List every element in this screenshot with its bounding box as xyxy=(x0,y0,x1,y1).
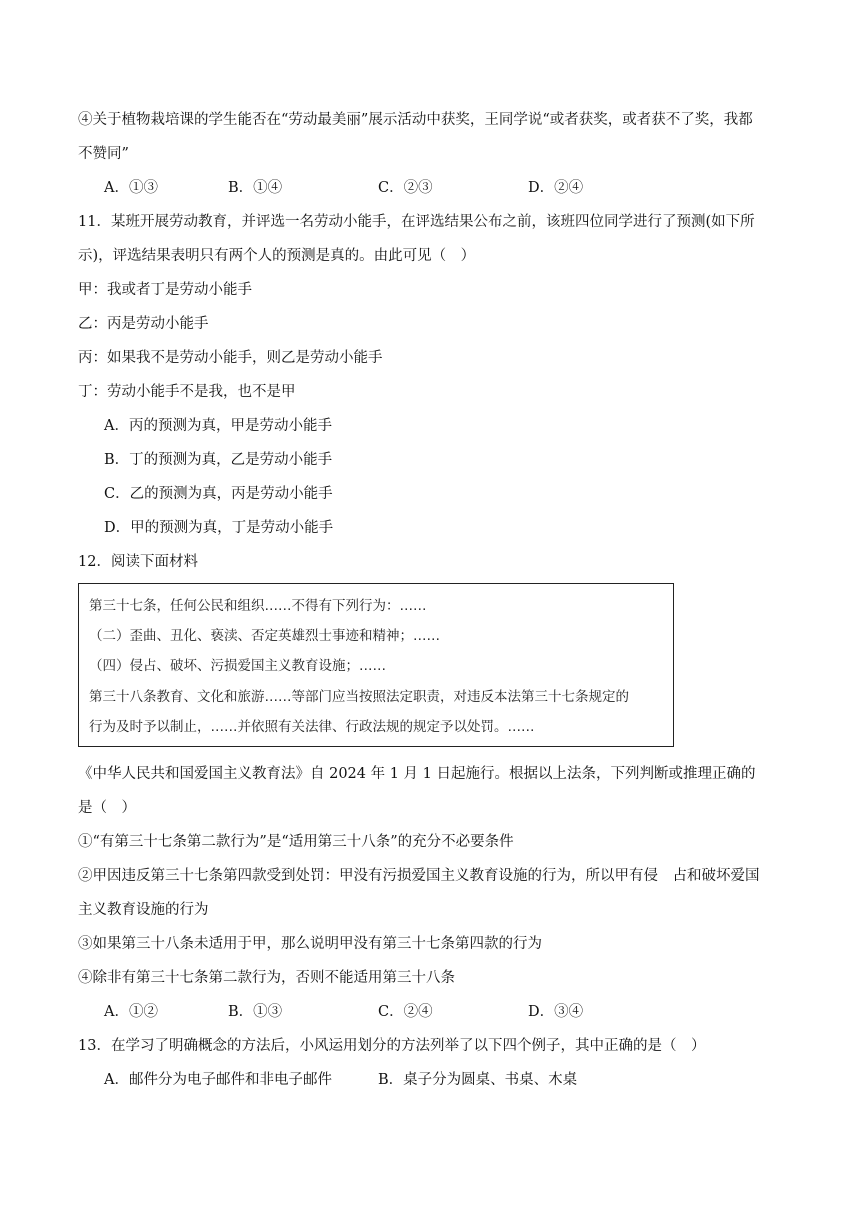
q10-item-4-line2: 不赞同” xyxy=(78,146,129,162)
q10-item-4-line1: ④关于植物栽培课的学生能否在“劳动最美丽”展示活动中获奖，王同学说“或者获奖，或者获不了奖，我都 xyxy=(78,112,753,128)
q13-option-b[interactable]: B．桌子分为圆桌、书桌、木桌 xyxy=(378,1072,578,1088)
q12-material-box xyxy=(78,583,674,747)
q13-stem: 13．在学习了明确概念的方法后，小风运用划分的方法列举了以下四个例子，其中正确的是（ ） xyxy=(78,1038,706,1054)
q11-stem-line2: 示)，评选结果表明只有两个人的预测是真的。由此可见（ ） xyxy=(78,248,476,264)
material-line: 行为及时予以制止，……并依照有关法律、行政法规的规定予以处罚。…… xyxy=(89,719,535,735)
q11-statement-ding: 丁：劳动小能手不是我，也不是甲 xyxy=(78,384,296,400)
q12-item-4: ④除非有第三十七条第二款行为，否则不能适用第三十八条 xyxy=(78,970,455,986)
q10-option-a[interactable]: A．①③ xyxy=(104,180,158,196)
q12-item-3: ③如果第三十八条未适用于甲，那么说明甲没有第三十七条第四款的行为 xyxy=(78,936,542,952)
q11-option-d[interactable]: D．甲的预测为真，丁是劳动小能手 xyxy=(104,520,334,536)
q11-statement-jia: 甲：我或者丁是劳动小能手 xyxy=(78,282,252,298)
q10-option-c[interactable]: C．②③ xyxy=(378,180,433,196)
q12-context-line1: 《中华人民共和国爱国主义教育法》自 2024 年 1 月 1 日起施行。根据以上法条，下列判断或推理正确的 xyxy=(78,766,756,782)
q10-option-b[interactable]: B．①④ xyxy=(228,180,283,196)
q11-statement-yi: 乙：丙是劳动小能手 xyxy=(78,316,209,332)
q12-item-2-line2: 主义教育设施的行为 xyxy=(78,902,209,918)
q12-item-1: ①“有第三十七条第二款行为”是“适用第三十八条”的充分不必要条件 xyxy=(78,834,514,850)
material-line: 第三十七条，任何公民和组织……不得有下列行为：…… xyxy=(89,598,427,614)
q12-item-2-line1: ②甲因违反第三十七条第四款受到处罚：甲没有污损爱国主义教育设施的行为，所以甲有侵 占和破坏爱国 xyxy=(78,868,760,884)
q12-option-d[interactable]: D．③④ xyxy=(528,1004,584,1020)
q12-context-line2: 是（ ） xyxy=(78,800,136,816)
q12-options xyxy=(104,1002,704,1022)
q13-option-a[interactable]: A．邮件分为电子邮件和非电子邮件 xyxy=(104,1072,332,1088)
q11-option-b[interactable]: B．丁的预测为真，乙是劳动小能手 xyxy=(104,452,333,468)
q10-option-d[interactable]: D．②④ xyxy=(528,180,584,196)
q12-option-a[interactable]: A．①② xyxy=(104,1004,158,1020)
q10-options xyxy=(104,178,704,198)
q12-stem: 12．阅读下面材料 xyxy=(78,554,198,570)
material-line: （四）侵占、破坏、污损爱国主义教育设施；…… xyxy=(89,658,386,674)
q12-option-c[interactable]: C．②④ xyxy=(378,1004,433,1020)
q11-statement-bing: 丙：如果我不是劳动小能手，则乙是劳动小能手 xyxy=(78,350,383,366)
q13-options xyxy=(104,1070,704,1090)
q11-option-a[interactable]: A．丙的预测为真，甲是劳动小能手 xyxy=(104,418,332,434)
q11-stem-line1: 11．某班开展劳动教育，并评选一名劳动小能手，在评选结果公布之前，该班四位同学进行了预测(如下所 xyxy=(78,214,755,230)
q12-option-b[interactable]: B．①③ xyxy=(228,1004,283,1020)
q11-option-c[interactable]: C．乙的预测为真，丙是劳动小能手 xyxy=(104,486,333,502)
material-line: 第三十八条教育、文化和旅游……等部门应当按照法定职责，对违反本法第三十七条规定的 xyxy=(89,689,629,705)
material-line: （二）歪曲、丑化、亵渎、否定英雄烈士事迹和精神；…… xyxy=(89,628,440,644)
